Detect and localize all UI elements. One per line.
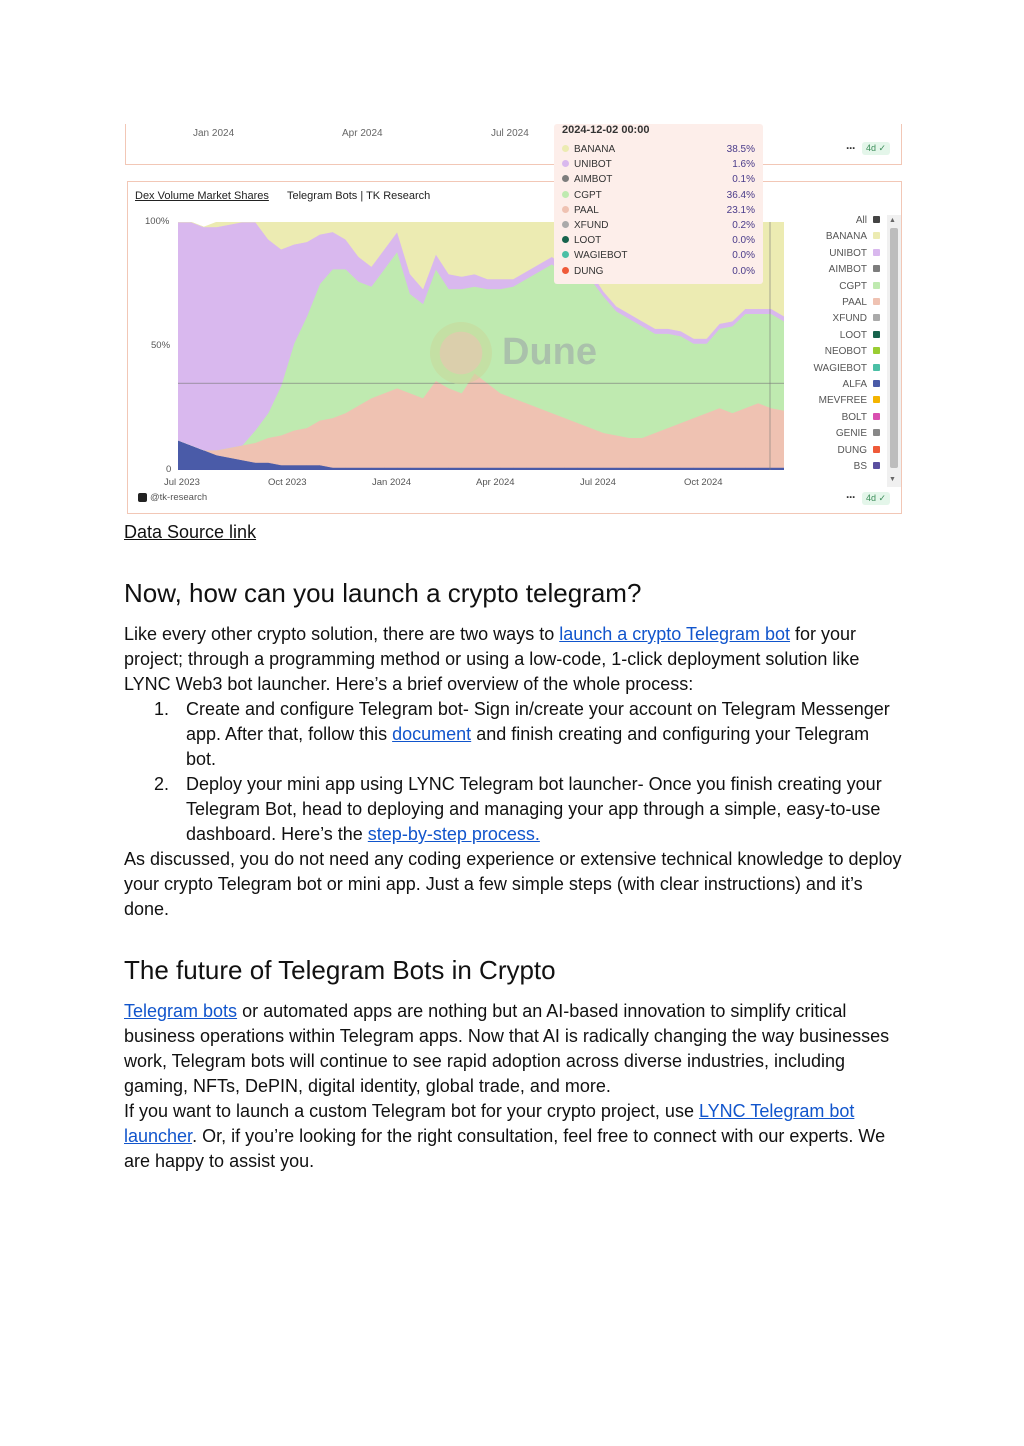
legend-label: PAAL — [842, 297, 867, 308]
series-name: LOOT — [574, 235, 602, 247]
x-tick: Jul 2024 — [580, 477, 616, 488]
step-by-step-link[interactable]: step-by-step process. — [367, 824, 540, 844]
chart-subtitle: Telegram Bots | TK Research — [287, 190, 431, 202]
more-options-button[interactable]: ··· — [846, 141, 855, 155]
x-tick: Oct 2023 — [268, 477, 307, 488]
legend-item[interactable] — [829, 248, 880, 259]
y-tick: 100% — [145, 216, 170, 227]
series-name: BANANA — [574, 144, 616, 155]
legend-swatch — [873, 429, 880, 436]
series-value: 0.0% — [732, 265, 755, 277]
legend-swatch — [873, 265, 880, 272]
section-heading: The future of Telegram Bots in Crypto — [124, 955, 556, 985]
section-heading: Now, how can you launch a crypto telegram? — [124, 578, 642, 608]
text: or automated apps are nothing but an AI-based innovation to simplify critical business operations within Telegram apps. Now that AI is radically changing the way businesses work, Telegram bots will continue to see rapid adoption across diverse industries, including gaming, NFTs, DePIN, digital identity, global trade, and more. — [124, 1001, 890, 1096]
text: Create and configure Telegram bot- Sign in/create your account on Telegram Messenger app. After that, follow this — [186, 699, 890, 744]
series-dot — [562, 160, 569, 167]
legend-item[interactable] — [839, 281, 880, 292]
legend-swatch — [873, 331, 880, 338]
section2-body — [124, 999, 904, 1174]
legend-swatch — [873, 298, 880, 305]
legend-swatch — [873, 347, 880, 354]
author-credit[interactable]: @tk-research — [150, 492, 208, 503]
legend-swatch — [873, 314, 880, 321]
section1-body — [124, 622, 904, 922]
legend-label: UNIBOT — [829, 247, 867, 259]
series-value: 23.1% — [726, 204, 755, 216]
check-circle-icon: ✓ — [878, 493, 887, 503]
series-dot — [562, 206, 569, 213]
legend-label: MEVFREE — [818, 395, 867, 407]
legend-item[interactable] — [838, 445, 880, 456]
legend-label: BS — [853, 461, 867, 472]
y-tick: 50% — [151, 340, 171, 351]
chart-title[interactable]: Dex Volume Market Shares — [135, 190, 269, 202]
tooltip-row — [562, 174, 763, 185]
data-source-link[interactable]: Data Source link — [124, 522, 257, 542]
series-name: DUNG — [574, 265, 604, 277]
chart-legend — [780, 215, 880, 480]
refresh-badge[interactable] — [862, 492, 890, 505]
chart-tooltip — [554, 124, 763, 284]
series-name: PAAL — [574, 204, 599, 216]
legend-label: AIMBOT — [828, 264, 867, 276]
x-tick: Oct 2024 — [684, 477, 723, 488]
legend-label: All — [855, 215, 867, 226]
list-item — [124, 772, 904, 847]
series-value: 36.4% — [726, 189, 755, 201]
dune-logo-icon — [430, 322, 492, 384]
series-name: CGPT — [574, 189, 602, 201]
x-tick: Jul 2024 — [491, 128, 529, 139]
text: Deploy your mini app using LYNC Telegram bot launcher- Once you finish creating your Telegram Bot, head to deploying and managing your app through a simple, easy-to-use dashboard. Here’s the — [186, 774, 882, 844]
series-name: UNIBOT — [574, 159, 612, 171]
series-value: 0.0% — [732, 235, 755, 247]
text: for your project; through a programming method or using a low-code, 1-click deployment solution like LYNC Web3 bot launcher. Here’s a brief overview of the whole process: — [124, 624, 860, 694]
legend-item[interactable] — [856, 215, 880, 226]
legend-swatch — [873, 462, 880, 469]
legend-item[interactable] — [842, 412, 880, 423]
series-value: 38.5% — [726, 144, 755, 155]
legend-item[interactable] — [854, 461, 880, 472]
series-dot — [562, 267, 569, 274]
legend-item[interactable] — [825, 346, 880, 357]
intro-paragraph — [124, 622, 904, 697]
legend-label: XFUND — [832, 313, 867, 325]
text: and finish creating and configuring your Telegram bot. — [186, 724, 870, 769]
series-name: XFUND — [574, 220, 609, 231]
tooltip-row — [562, 144, 763, 155]
text: . Or, if you’re looking for the right consultation, feel free to connect with our experts. We are happy to assist you. — [124, 1126, 886, 1171]
x-tick: Apr 2024 — [476, 477, 515, 488]
paragraph — [124, 999, 904, 1099]
tooltip-timestamp: 2024-12-02 00:00 — [562, 124, 650, 136]
document-link[interactable]: document — [392, 724, 472, 744]
tooltip-row — [562, 205, 763, 216]
legend-label: DUNG — [837, 444, 867, 456]
lync-launcher-link[interactable]: LYNC Telegram bot launcher — [124, 1101, 855, 1146]
legend-item[interactable] — [826, 231, 880, 242]
legend-label: BOLT — [841, 411, 867, 423]
series-value: 0.1% — [732, 174, 755, 186]
refresh-badge[interactable] — [862, 142, 890, 155]
tooltip-row — [562, 159, 763, 170]
legend-item[interactable] — [842, 297, 880, 308]
legend-label: WAGIEBOT — [813, 362, 867, 374]
series-dot — [562, 175, 569, 182]
legend-item[interactable] — [833, 313, 880, 324]
legend-scrollbar[interactable] — [887, 215, 901, 487]
check-circle-icon: ✓ — [878, 143, 887, 153]
legend-label: LOOT — [839, 329, 867, 341]
legend-item[interactable] — [813, 363, 880, 374]
legend-swatch — [873, 249, 880, 256]
legend-item[interactable] — [840, 330, 880, 341]
tooltip-row — [562, 250, 763, 261]
series-value: 0.2% — [732, 220, 755, 231]
series-value: 0.0% — [732, 250, 755, 262]
x-tick: Jul 2023 — [164, 477, 200, 488]
telegram-bots-link[interactable]: Telegram bots — [124, 1001, 238, 1021]
x-tick: Apr 2024 — [342, 128, 383, 139]
legend-label: ALFA — [842, 379, 867, 390]
legend-swatch — [873, 282, 880, 289]
legend-item[interactable] — [819, 395, 880, 406]
legend-label: CGPT — [839, 280, 867, 292]
series-name: WAGIEBOT — [574, 250, 628, 262]
x-tick: Jan 2024 — [372, 477, 412, 488]
legend-swatch — [873, 413, 880, 420]
closing-paragraph: As discussed, you do not need any coding experience or extensive technical knowledge to deploy your crypto Telegram bot or mini app. Just a few simple steps (with clear instructions) and it’s done. — [124, 849, 902, 919]
text: Like every other crypto solution, there are two ways to — [124, 624, 560, 644]
more-options-button[interactable]: ··· — [846, 490, 855, 504]
y-tick: 0 — [166, 464, 172, 475]
tooltip-row — [562, 266, 763, 277]
steps-list — [124, 697, 904, 847]
x-tick: Jan 2024 — [193, 128, 235, 139]
scrollbar-thumb[interactable] — [890, 228, 898, 468]
tooltip-row — [562, 190, 763, 201]
series-name: AIMBOT — [574, 174, 613, 186]
launch-bot-link[interactable]: launch a crypto Telegram bot — [559, 624, 791, 644]
legend-swatch — [873, 380, 880, 387]
legend-item[interactable] — [836, 428, 880, 439]
legend-swatch — [873, 232, 880, 239]
scroll-down-icon[interactable]: ▼ — [889, 476, 896, 483]
legend-swatch — [873, 216, 880, 223]
scroll-up-icon[interactable]: ▲ — [889, 217, 896, 224]
legend-swatch — [873, 396, 880, 403]
legend-item[interactable] — [829, 264, 880, 275]
refresh-badge-label: 4d — [866, 143, 877, 153]
refresh-badge-label: 4d — [866, 493, 877, 503]
paragraph — [124, 1099, 904, 1174]
legend-label: GENIE — [835, 428, 867, 440]
author-avatar — [138, 493, 147, 502]
legend-swatch — [873, 446, 880, 453]
legend-item[interactable] — [843, 379, 880, 390]
series-dot — [562, 221, 569, 228]
series-dot — [562, 236, 569, 243]
legend-swatch — [873, 364, 880, 371]
series-dot — [562, 145, 569, 152]
legend-label: BANANA — [825, 231, 867, 243]
text: If you want to launch a custom Telegram bot for your crypto project, use — [124, 1101, 699, 1121]
tooltip-row — [562, 235, 763, 246]
list-number: 2. — [154, 774, 170, 794]
tooltip-row — [562, 220, 763, 231]
series-value: 1.6% — [732, 159, 755, 171]
legend-label: NEOBOT — [824, 346, 867, 358]
series-dot — [562, 251, 569, 258]
list-number: 1. — [154, 699, 170, 719]
watermark: Dune — [502, 331, 597, 373]
list-item — [124, 697, 904, 772]
series-dot — [562, 191, 569, 198]
